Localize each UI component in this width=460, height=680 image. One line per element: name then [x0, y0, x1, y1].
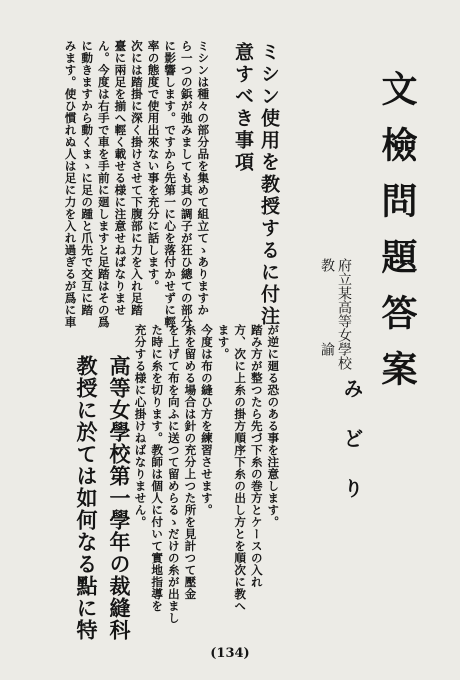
body-text-lower: が逆に廻る恐のある事を注意します。 踏み方が整つたら先づ下糸の巻方とケースの入れ 方、次に上糸の掛方順序下糸の出し方とを順次に教へ ます。 今度は布の縫ひ方を練習させます。 糸を留める場合は針の充分上つた所を見計つて壓金 を上げて布を向ふに送つて留めらるゝだけの糸が出まし た時に糸を切ります。教師は個人に付いて實地指導を 充分する様に心掛けねばなりません。: [133, 324, 281, 624]
author-affiliation: 府立某高等女學校 教 諭: [319, 258, 352, 370]
body-text-upper: ミシンは種々の部分品を集めて組立てゝありますか ら一つの鋲が弛みましても其の調子が狂ひ總ての部分 に影響します。ですから先第一に心を落付かせずに輕 率の態度で使用出來ない事を充分に話します。 次には踏掛に深く掛けさせて下腹部に力を入れ足踏 臺に兩足を揃へ輕く載せる様に注意せねばなりませ ん。今度は右手で車を手前に廻しますと足踏はその爲 に動きますから動くまゝに足の踵と爪先で交互に踏 みます。使ひ慣れぬ人は足に力を入れ過ぎるが爲に車: [63, 40, 211, 328]
page-number: (134): [210, 646, 250, 661]
author-name: みどり: [340, 378, 364, 528]
section-heading: ミシン使用を教授するに付注 意すべき事項: [232, 42, 280, 328]
article-title: 文檢問題答案: [376, 70, 418, 406]
question-text: 高等女學校第一學年の裁縫科 教授に於ては如何なる點に特: [74, 355, 132, 641]
